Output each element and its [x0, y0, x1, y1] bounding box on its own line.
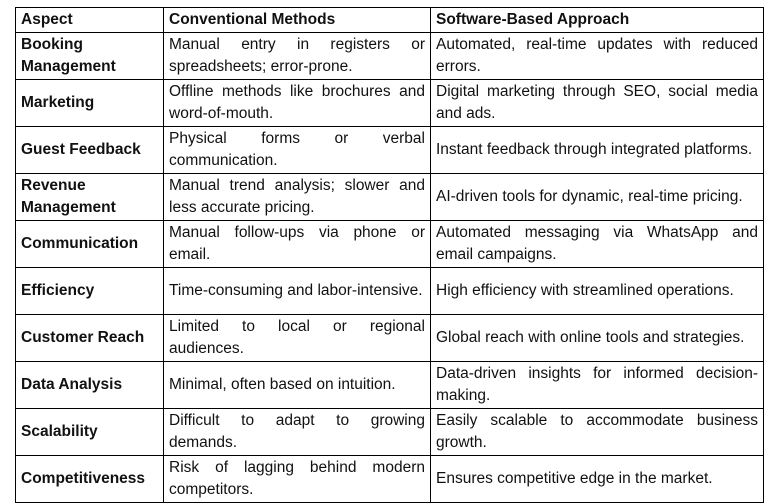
table-row	[16, 456, 764, 503]
conventional-cell: Manual entry in registers or spreadsheets; error-prone.	[164, 33, 431, 80]
software-cell: Automated messaging via WhatsApp and email campaigns.	[431, 221, 764, 268]
table-row	[16, 409, 764, 456]
software-cell: Easily scalable to accommodate business growth.	[431, 409, 764, 456]
comparison-table	[15, 7, 764, 503]
aspect-cell: Competitiveness	[16, 456, 164, 503]
header-aspect: Aspect	[16, 8, 164, 33]
conventional-cell: Difficult to adapt to growing demands.	[164, 409, 431, 456]
software-cell: Data-driven insights for informed decision-making.	[431, 362, 764, 409]
software-cell: Global reach with online tools and strategies.	[431, 315, 764, 362]
aspect-cell: Scalability	[16, 409, 164, 456]
software-cell: High efficiency with streamlined operations.	[431, 268, 764, 315]
conventional-cell: Offline methods like brochures and word-of-mouth.	[164, 80, 431, 127]
conventional-cell: Manual trend analysis; slower and less accurate pricing.	[164, 174, 431, 221]
conventional-cell: Manual follow-ups via phone or email.	[164, 221, 431, 268]
aspect-cell: Marketing	[16, 80, 164, 127]
conventional-cell: Risk of lagging behind modern competitors.	[164, 456, 431, 503]
software-cell: AI-driven tools for dynamic, real-time pricing.	[431, 174, 764, 221]
table-row	[16, 362, 764, 409]
conventional-cell: Minimal, often based on intuition.	[164, 362, 431, 409]
aspect-cell: Efficiency	[16, 268, 164, 315]
header-conventional-methods: Conventional Methods	[164, 8, 431, 33]
table-header-row	[16, 8, 764, 33]
aspect-cell: Booking Management	[16, 33, 164, 80]
table-row	[16, 80, 764, 127]
table-row	[16, 174, 764, 221]
software-cell: Digital marketing through SEO, social media and ads.	[431, 80, 764, 127]
header-software-based-approach: Software-Based Approach	[431, 8, 764, 33]
table-row	[16, 315, 764, 362]
conventional-cell: Time-consuming and labor-intensive.	[164, 268, 431, 315]
aspect-cell: Revenue Management	[16, 174, 164, 221]
software-cell: Instant feedback through integrated platforms.	[431, 127, 764, 174]
software-cell: Ensures competitive edge in the market.	[431, 456, 764, 503]
conventional-cell: Limited to local or regional audiences.	[164, 315, 431, 362]
table-row	[16, 127, 764, 174]
aspect-cell: Data Analysis	[16, 362, 164, 409]
aspect-cell: Guest Feedback	[16, 127, 164, 174]
table-row	[16, 33, 764, 80]
comparison-table-container	[15, 7, 764, 503]
table-row	[16, 268, 764, 315]
aspect-cell: Communication	[16, 221, 164, 268]
table-row	[16, 221, 764, 268]
software-cell: Automated, real-time updates with reduced errors.	[431, 33, 764, 80]
aspect-cell: Customer Reach	[16, 315, 164, 362]
conventional-cell: Physical forms or verbal communication.	[164, 127, 431, 174]
